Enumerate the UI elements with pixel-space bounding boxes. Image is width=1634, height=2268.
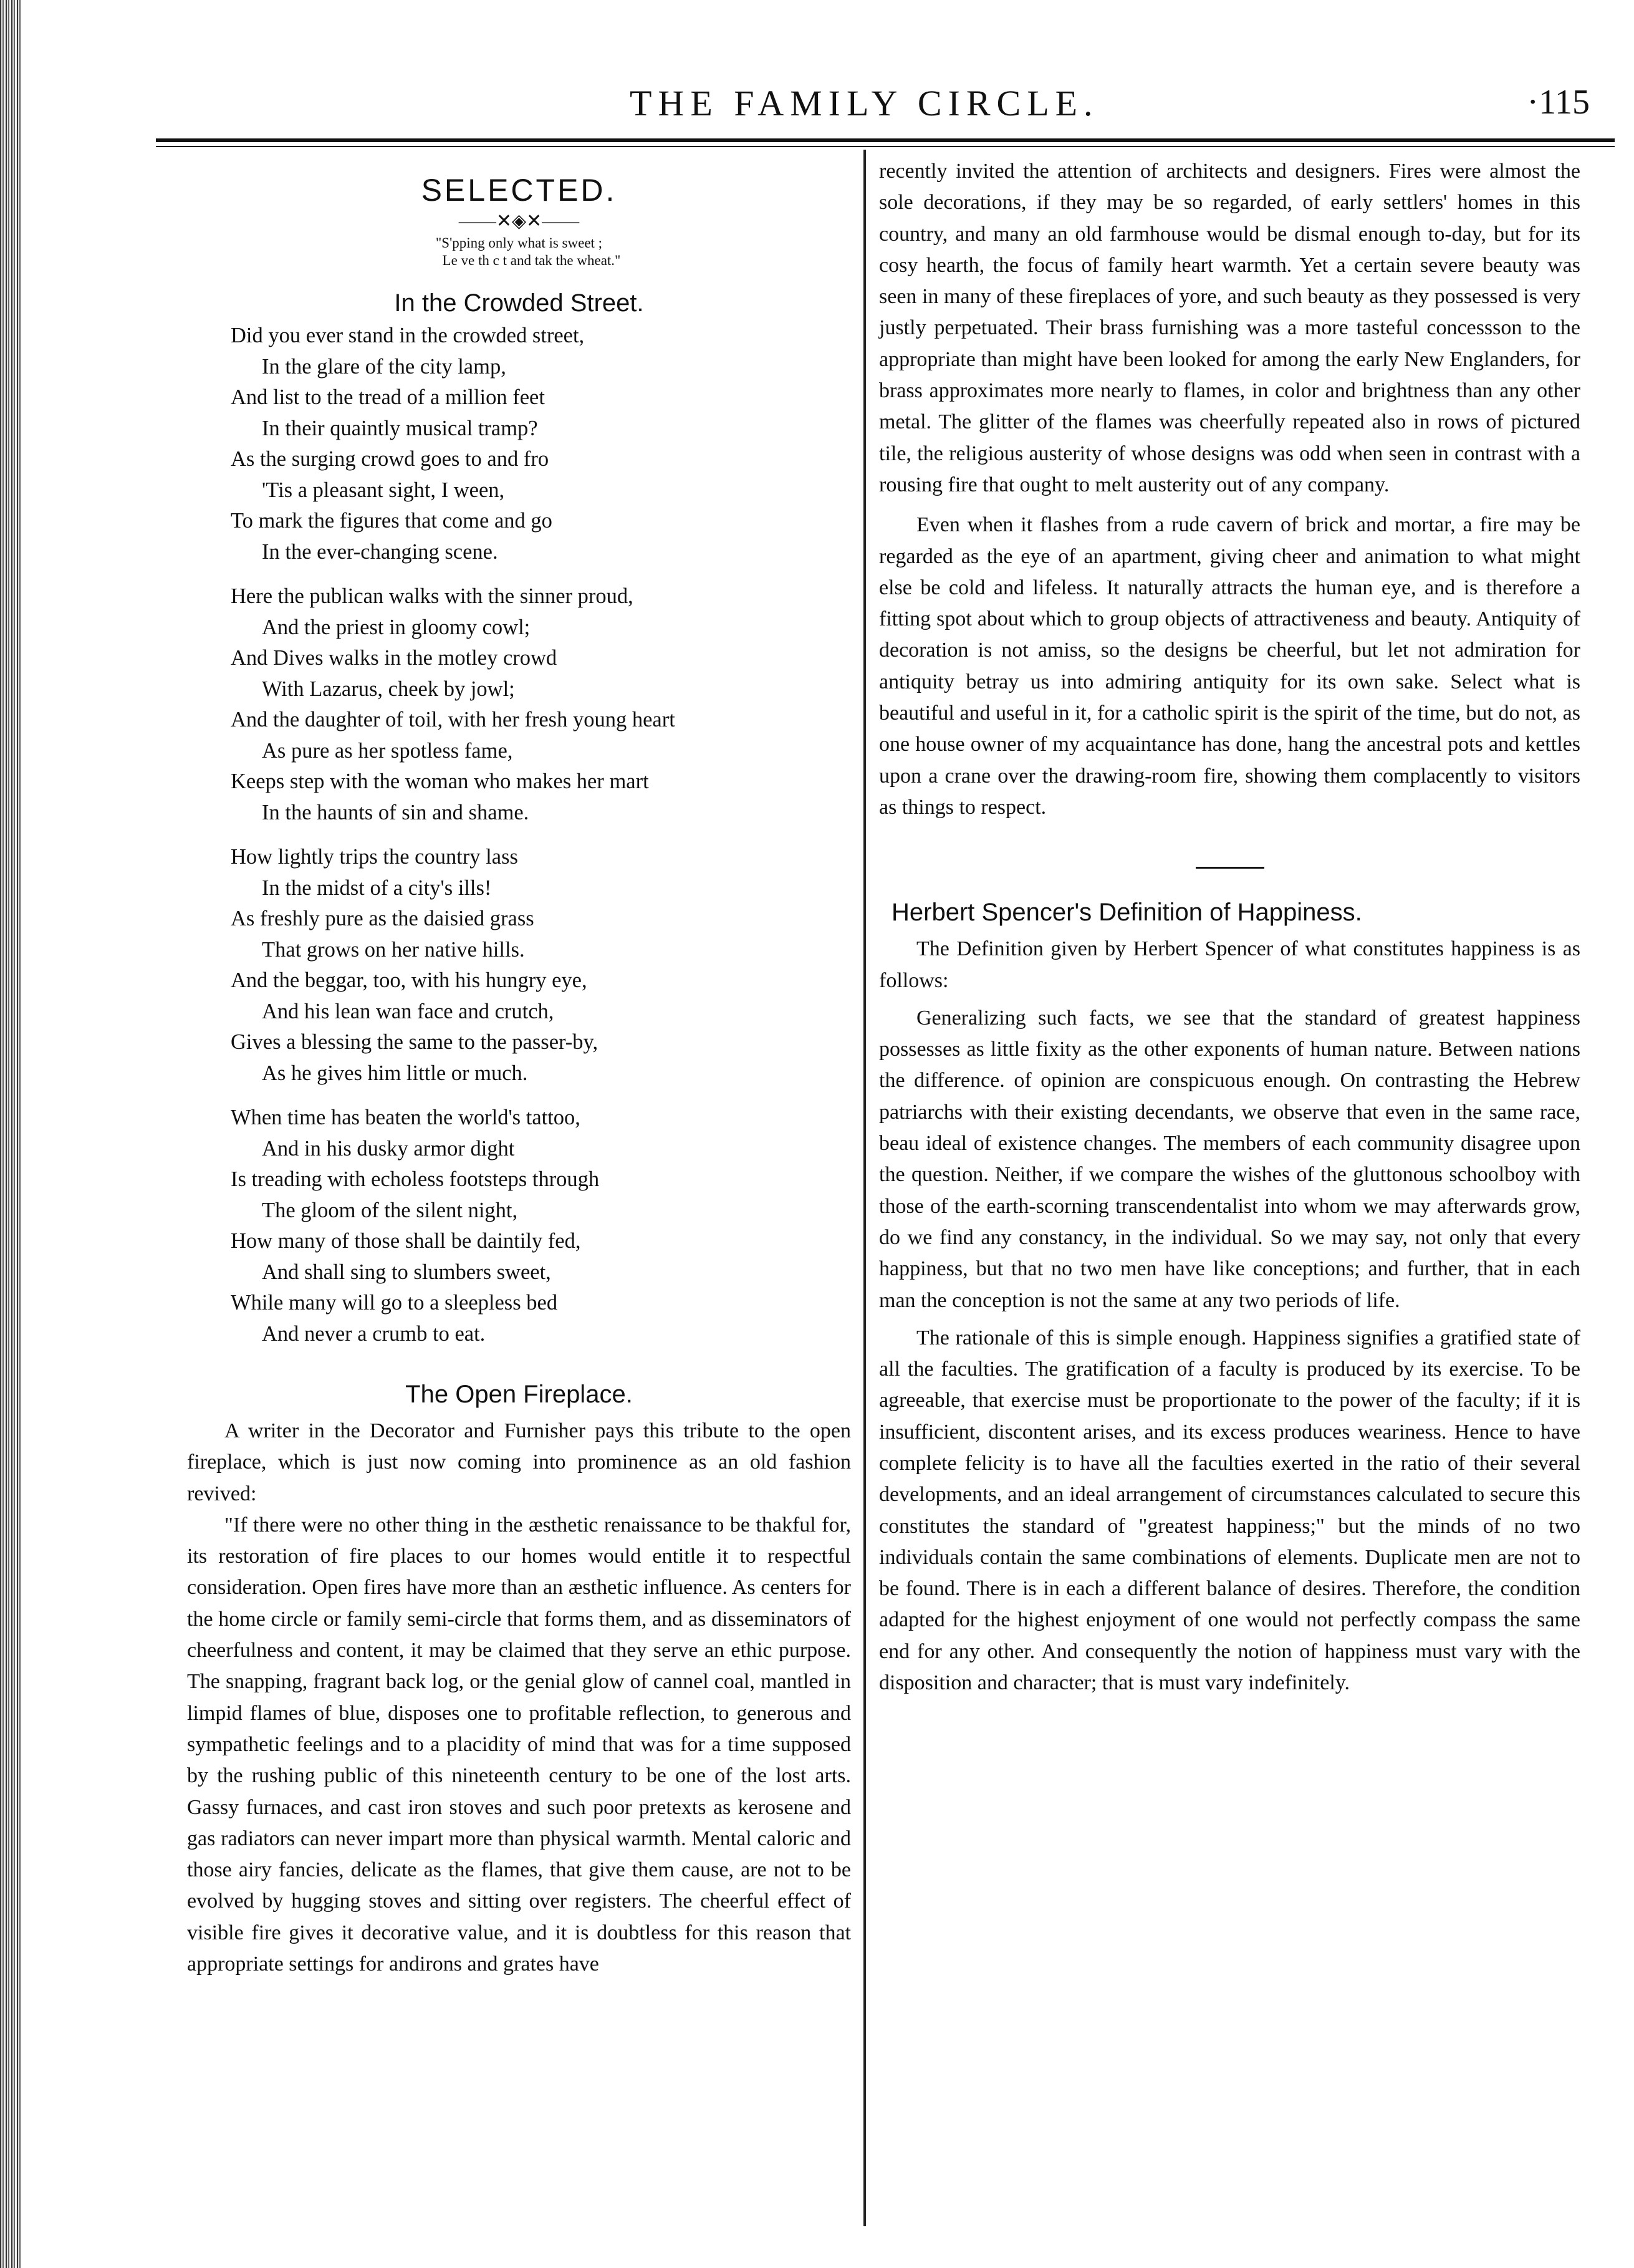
poem-line: In the haunts of sin and shame. — [262, 800, 529, 824]
poem-line: And list to the tread of a million feet — [231, 385, 545, 409]
column-divider — [863, 150, 866, 2226]
poem-line: Keeps step with the woman who makes her mart — [231, 770, 649, 793]
masthead-title: THE FAMILY CIRCLE. — [630, 83, 1099, 123]
poem-line: As he gives him little or much. — [262, 1061, 528, 1085]
poem-line: In the glare of the city lamp, — [262, 354, 506, 379]
poem-line: When time has beaten the world's tattoo, — [231, 1106, 580, 1129]
article-paragraph: Generalizing such facts, we see that the standard of greatest happiness possesses as little fixity as the other exponents of human nature. Between nations the difference. of opinion are conspicuous enough. On contrasting the Hebrew patriarchs with their existing decendants, we observe that even in the same race, beau ideal of existence changes. The members of each community disagree upon the question. Neither, if we compare the wishes of the gluttonous schoolboy with those of the earth-scorning transcendentalist into whom we may afterwards grow, do we find any constancy, in the individual. So we may say, not only that every happiness, but that no two men have like conceptions; and further, that in each man the conception is not the same at any two periods of life. — [879, 1006, 1580, 1312]
header-rule-thick — [156, 138, 1615, 142]
motto-line: Le ve th c t and tak the wheat." — [442, 253, 621, 268]
right-column — [879, 156, 1580, 1699]
poem-line: How many of those shall be daintily fed, — [231, 1229, 581, 1253]
poem-line: And the priest in gloomy cowl; — [262, 615, 531, 639]
poem-line: While many will go to a sleepless bed — [231, 1291, 558, 1315]
running-head — [156, 82, 1615, 138]
poem-line: In the ever-changing scene. — [262, 539, 498, 564]
motto — [187, 234, 851, 269]
poem-line: As pure as her spotless fame, — [262, 738, 513, 763]
article-paragraph: Even when it flashes from a rude cavern of brick and mortar, a fire may be regarded as the eye of an apartment, giving cheer and animation to what might else be cold and lifeless. It naturally attracts the human eye, and is therefore a fitting spot about which to group objects of attractiveness and beauty. Antiquity of decoration is not amiss, so the designs be cheerful, but let not admiration for antiquity betray us into admiring antiquity for its own sake. Select what is beautiful and useful in it, for a catholic spirit is the spirit of the time, but do not, as one house owner of my acquaintance has done, hang the ancestral pots and kettles upon a crane over the drawing-room fire, showing them complacently to visitors as things to respect. — [879, 513, 1580, 819]
article-paragraph: The Definition given by Herbert Spencer of what constitutes happiness is as follows: — [879, 937, 1580, 992]
article-paragraph: The rationale of this is simple enough. Happiness signifies a gratified state of all the faculties. The gratification of a faculty is produced by its exercise. To be agreeable, that exercise must be proportionate to the power of the faculty; if it is insufficient, discontent arises, and its excess produces weariness. Hence to have complete felicity is to have all the faculties exerted in the ratio of their several developments, and an ideal arrangement of circumstances calculated to secure this constitutes the standard of "greatest happiness;" but the minds of no two individuals contain the same combinations of elements. Duplicate men are not to be found. There is in each a different balance of desires. Therefore, the condition adapted for the highest enjoyment of one would not perfectly compass the same end for any other. And consequently the notion of happiness must vary with the disposition and character; that is must vary indefinitely. — [879, 1326, 1580, 1695]
poem-stanza — [187, 581, 851, 828]
poem-stanza — [187, 321, 851, 567]
poem-line: And the daughter of toil, with her fresh young heart — [231, 708, 675, 731]
poem-line: In their quaintly musical tramp? — [262, 416, 538, 440]
page-number: ·115 — [1527, 83, 1590, 122]
poem-line: Gives a blessing the same to the passer-by, — [231, 1030, 598, 1054]
poem-line: Is treading with echoless footsteps through — [231, 1167, 600, 1191]
article-paragraph: "If there were no other thing in the æsthetic renaissance to be thakful for, its restoration of fire places to our homes would entitle it to respectful consideration. Open fires have more than an æsthetic influence. As centers for the home circle or family semi-circle that forms them, and as disseminators of cheerfulness and content, it may be claimed that they serve an ethic purpose. The snapping, fragrant back log, or the genial glow of cannel coal, mantled in limpid flames of blue, disposes one to profitable reflection, to generous and sympathetic feelings and to a placidity of mind that was for a time supposed by the rushing public of this nineteenth century to be one of the lost arts. Gassy furnaces, and cast iron stoves and such poor pretexts as kerosene and gas radiators can never impart more than physical warmth. Mental caloric and those airy fancies, delicate as the flames, that give them cause, are not to be evolved by hugging stoves and sitting over registers. The cheerful effect of visible fire gives it decorative value, and it is doubtless for this reason that appropriate settings for andirons and grates have — [187, 1513, 851, 1976]
happiness-title: Herbert Spencer's Definition of Happiness. — [891, 899, 1362, 927]
poem-line: The gloom of the silent night, — [262, 1198, 518, 1222]
poem-line: And in his dusky armor dight — [262, 1136, 515, 1161]
ornament-divider: ——✕◈✕—— — [458, 211, 580, 231]
poem-line: With Lazarus, cheek by jowl; — [262, 677, 515, 701]
poem-line: Here the publican walks with the sinner proud, — [231, 584, 633, 608]
poem-line: As freshly pure as the daisied grass — [231, 907, 534, 930]
poem — [187, 321, 851, 1349]
poem-line: How lightly trips the country lass — [231, 845, 518, 869]
poem-line: In the midst of a city's ills! — [262, 876, 492, 900]
motto-line: "S'pping only what is sweet ; — [435, 235, 603, 251]
poem-line: And Dives walks in the motley crowd — [231, 646, 557, 670]
page-number-value: 115 — [1539, 83, 1590, 122]
poem-line: That grows on her native hills. — [262, 937, 525, 962]
poem-stanza — [187, 842, 851, 1089]
article-paragraph: A writer in the Decorator and Furnisher pays this tribute to the open fireplace, which is just now coming into prominence as an old fashion revived: — [187, 1419, 851, 1505]
poem-title: In the Crowded Street. — [394, 289, 644, 317]
article-paragraph: recently invited the attention of architects and designers. Fires were almost the sole decorations, if they may be so regarded, of early settlers' homes in this country, and many an old farmhouse would be dismal enough to-day, but for its cosy hearth, the focus of family heart warmth. Yet a certain severe beauty was seen in many of these fireplaces of yore, and such beauty as they possessed is very justly perpetuated. Their brass furnishing was a more tasteful concessson to the appropriate than might have been looked for among the early New Englanders, for brass approximates more nearly to flames, in color and brightness than any other metal. The glitter of the flames was cheerfully repeated also in rows of pictured tile, the religious austerity of whose designs was odd when seen in contrast with a rousing fire that ought to melt austerity out of any company. — [879, 160, 1580, 496]
poem-line: And never a crumb to eat. — [262, 1321, 486, 1346]
header-rule-thin — [156, 146, 1615, 147]
poem-line: Did you ever stand in the crowded street, — [231, 324, 585, 347]
selected-heading: SELECTED. — [421, 173, 617, 208]
poem-line: And the beggar, too, with his hungry eye, — [231, 968, 587, 992]
poem-line: As the surging crowd goes to and fro — [231, 447, 549, 471]
poem-line: And his lean wan face and crutch, — [262, 999, 554, 1023]
binding-edge — [0, 0, 21, 2268]
poem-line: 'Tis a pleasant sight, I ween, — [262, 478, 505, 502]
left-column — [187, 156, 851, 1980]
poem-stanza — [187, 1103, 851, 1349]
poem-line: To mark the figures that come and go — [231, 509, 552, 533]
poem-line: And shall sing to slumbers sweet, — [262, 1260, 551, 1284]
fireplace-title: The Open Fireplace. — [405, 1381, 633, 1408]
